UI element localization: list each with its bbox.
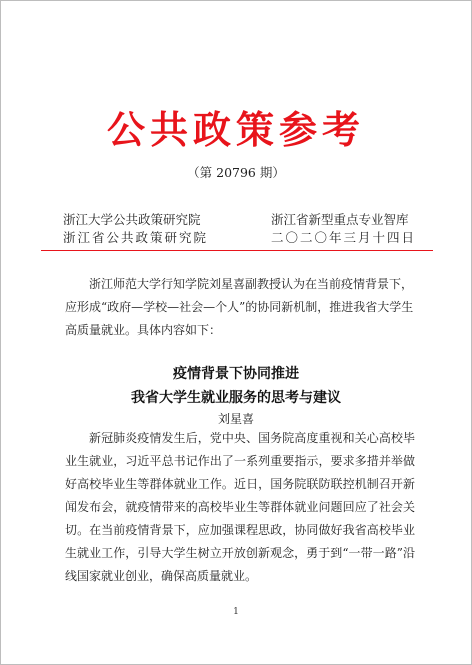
publisher-name-2: 浙江省公共政策研究院 <box>63 230 209 245</box>
publisher-name-1: 浙江大学公共政策研究院 <box>63 212 201 227</box>
intro-paragraph: 浙江师范大学行知学院刘星喜副教授认为在当前疫情背景下，应形成“政府—学校—社会—个人”的协同新机制，推进我省大学生高质量就业。具体内容如下： <box>65 277 414 337</box>
think-tank-date-block <box>271 211 416 247</box>
article-author: 刘星喜 <box>217 412 254 426</box>
publisher-block <box>63 211 208 247</box>
article-title-line-2: 我省大学生就业服务的思考与建议 <box>131 390 341 406</box>
article-body-paragraph: 新冠肺炎疫情发生后，党中央、国务院高度重视和关心高校毕业生就业，习近平总书记作出了一系列重要指示，要求多措并举做好高校毕业生等群体就业工作。近日，国务院联防联控机制召开新闻发布会，就疫情带来的高校毕业生等群体就业问题回应了社会关切。在当前疫情背景下，应加强课程思政，协同做好我省高校毕业生就业工作，引导大学生树立开放创新观念，勇于到“一带一路”沿线国家就业创业，确保高质量就业。 <box>65 431 415 583</box>
think-tank-name: 浙江省新型重点专业智库 <box>271 212 409 227</box>
header-divider <box>41 250 433 251</box>
page-number: 1 <box>233 607 239 617</box>
masthead-title: 公共政策参考 <box>106 107 365 152</box>
article-title-line-1: 疫情背景下协同推进 <box>173 366 299 382</box>
issue-date: 二〇二〇年三月十四日 <box>271 230 417 245</box>
issue-number: （第 20796 期） <box>187 165 285 180</box>
